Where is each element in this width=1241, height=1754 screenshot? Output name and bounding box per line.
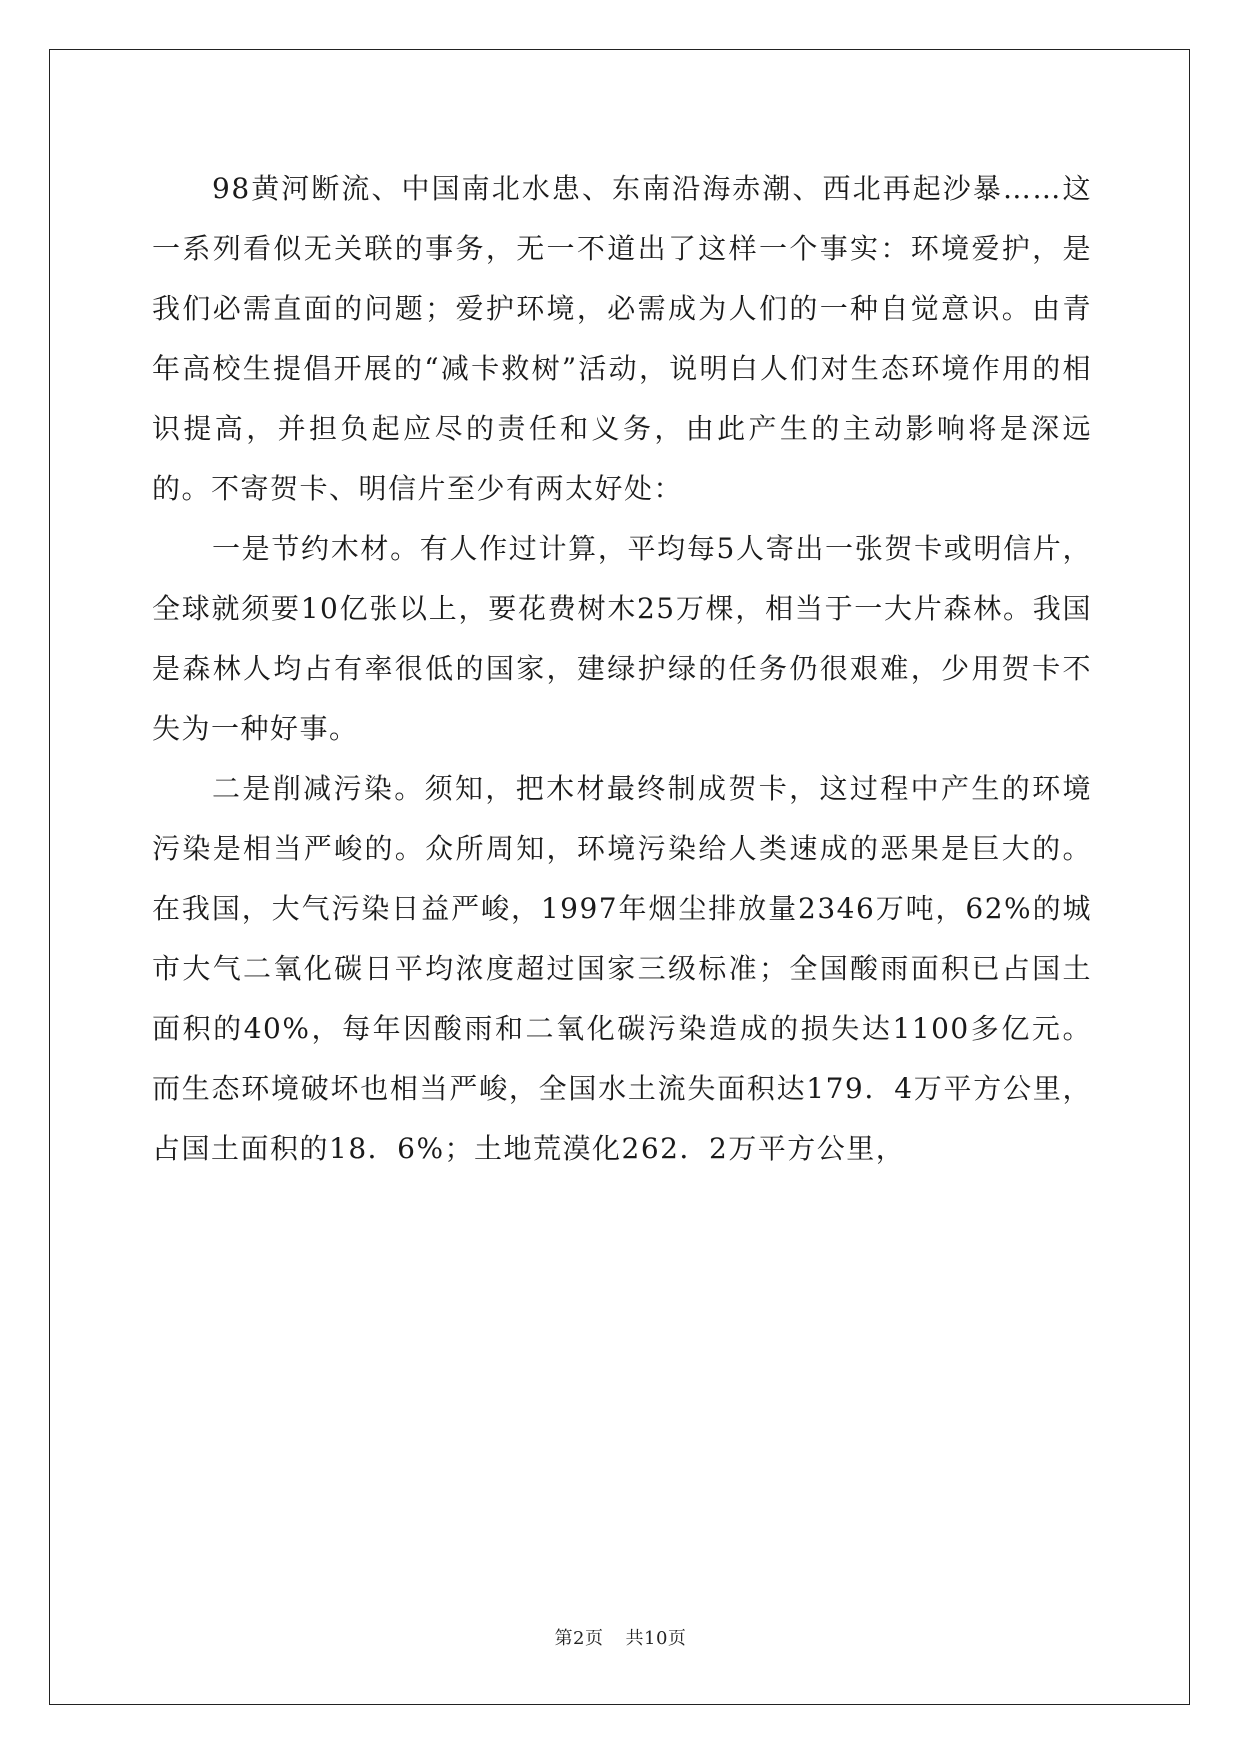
paragraph-3: 二是削减污染。须知，把木材最终制成贺卡，这过程中产生的环境污染是相当严峻的。众所周知，环境污染给人类速成的恶果是巨大的。在我国，大气污染日益严峻，1997年烟尘排放量2346万吨，62%的城市大气二氧化碳日平均浓度超过国家三级标准；全国酸雨面积已占国土面积的40%，每年因酸雨和二氧化碳污染造成的损失达1100多亿元。而生态环境破坏也相当严峻，全国水土流失面积达179．4万平方公里，占国土面积的18．6%；土地荒漠化262．2万平方公里， (152, 772, 1092, 1165)
page-total: 共10页 (625, 1628, 687, 1649)
document-body (152, 159, 1092, 1179)
paragraph-2: 一是节约木材。有人作过计算，平均每5人寄出一张贺卡或明信片，全球就须要10亿张以上，要花费树木25万棵，相当于一大片森林。我国是森林人均占有率很低的国家，建绿护绿的任务仍很艰难，少用贺卡不失为一种好事。 (152, 532, 1092, 745)
page-footer (0, 1624, 1241, 1650)
page-number: 第2页 (554, 1628, 604, 1649)
paragraph-1: 98黄河断流、中国南北水患、东南沿海赤潮、西北再起沙暴……这一系列看似无关联的事务，无一不道出了这样一个事实：环境爱护，是我们必需直面的问题；爱护环境，必需成为人们的一种自觉意识。由青年高校生提倡开展的“减卡救树”活动，说明白人们对生态环境作用的相识提高，并担负起应尽的责任和义务，由此产生的主动影响将是深远的。不寄贺卡、明信片至少有两太好处： (152, 172, 1092, 505)
